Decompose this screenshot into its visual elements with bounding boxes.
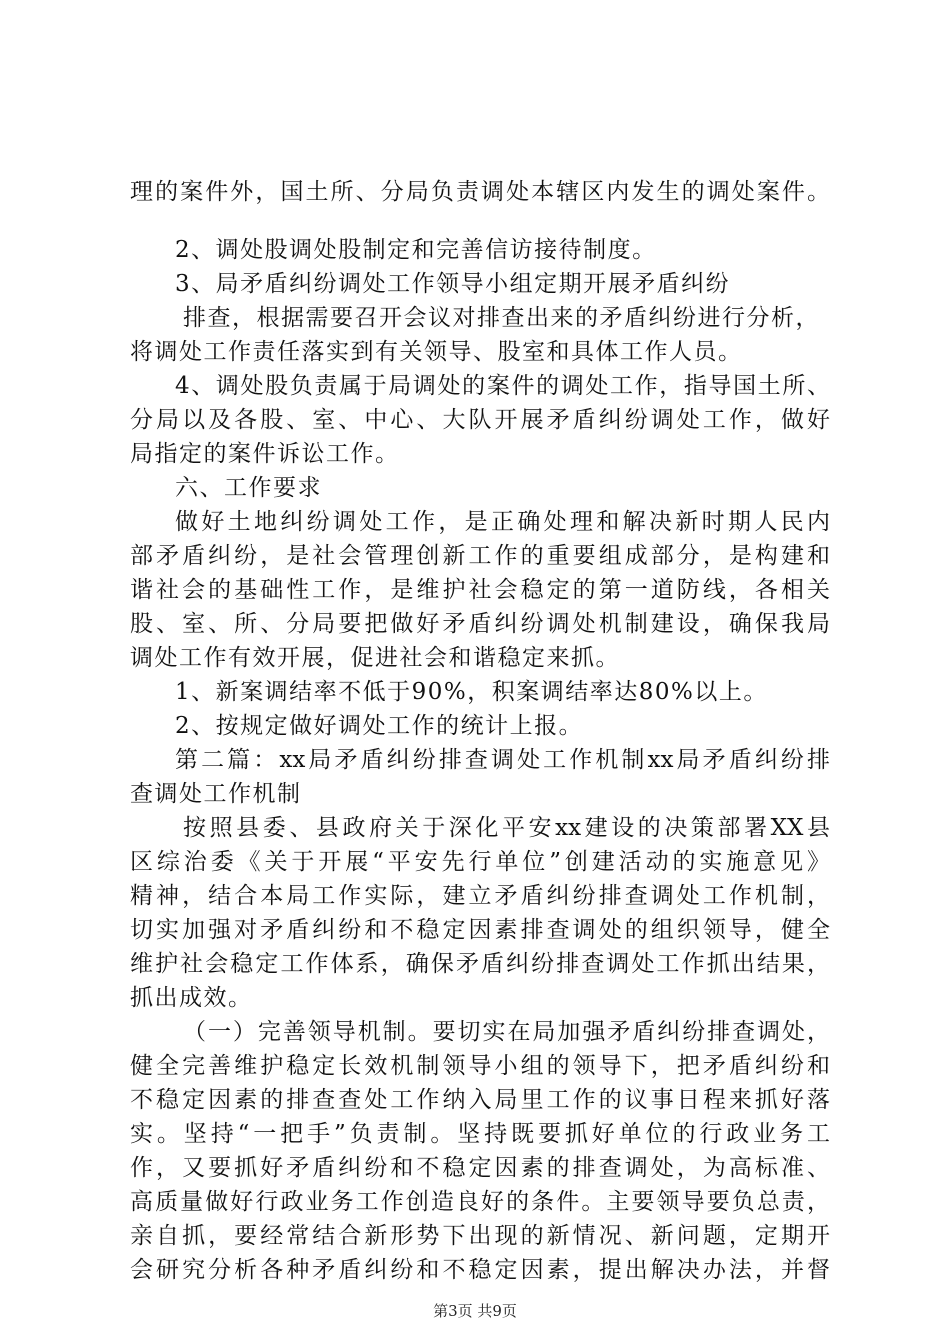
text-line: 健全完善维护稳定长效机制领导小组的领导下，把矛盾纠纷和: [130, 1053, 830, 1079]
text-line: 4、调处股负责属于局调处的案件的调处工作，指导国土所、: [175, 373, 830, 399]
text-line: 局指定的案件诉讼工作。: [130, 441, 400, 467]
text-line: 2、按规定做好调处工作的统计上报。: [175, 713, 584, 739]
page-number-footer: 第3页 共9页: [433, 1302, 517, 1320]
text-line: 作，又要抓好矛盾纠纷和不稳定因素的排查调处，为高标准、: [130, 1155, 830, 1181]
text-line: 股、室、所、分局要把做好矛盾纠纷调处机制建设，确保我局: [130, 611, 830, 637]
text-line: 亲自抓，要经常结合新形势下出现的新情况、新问题，定期开: [130, 1223, 830, 1249]
text-line: 将调处工作责任落实到有关领导、股室和具体工作人员。: [130, 339, 743, 365]
section-heading: 第二篇：xx局矛盾纠纷排查调处工作机制xx局矛盾纠纷排: [175, 747, 830, 773]
text-line: 排查，根据需要召开会议对排查出来的矛盾纠纷进行分析，: [183, 305, 820, 331]
text-line: 维护社会稳定工作体系，确保矛盾纠纷排查调处工作抓出结果，: [130, 951, 830, 977]
section-heading: 查调处工作机制: [130, 781, 302, 807]
text-line: 不稳定因素的排查查处工作纳入局里工作的议事日程来抓好落: [130, 1087, 830, 1113]
text-line: 理的案件外，国土所、分局负责调处本辖区内发生的调处案件。: [130, 179, 830, 205]
text-line: 3、局矛盾纠纷调处工作领导小组定期开展矛盾纠纷: [175, 271, 731, 297]
text-line: 实。坚持“一把手”负责制。坚持既要抓好单位的行政业务工: [130, 1121, 830, 1147]
text-line: 精神，结合本局工作实际，建立矛盾纠纷排查调处工作机制，: [130, 883, 830, 909]
text-line: 会研究分析各种矛盾纠纷和不稳定因素，提出解决办法，并督: [130, 1257, 830, 1283]
text-line: 分局以及各股、室、中心、大队开展矛盾纠纷调处工作，做好: [130, 407, 830, 433]
text-line: 抓出成效。: [130, 985, 253, 1011]
text-line: 切实加强对矛盾纠纷和不稳定因素排查调处的组织领导，健全: [130, 917, 830, 943]
text-line: 做好土地纠纷调处工作，是正确处理和解决新时期人民内: [175, 509, 830, 535]
text-line: 1、新案调结率不低于90%，积案调结率达80%以上。: [175, 679, 768, 705]
text-line: （一）完善领导机制。要切实在局加强矛盾纠纷排查调处，: [183, 1019, 830, 1045]
text-line: 按照县委、县政府关于深化平安xx建设的决策部署XX县: [183, 815, 830, 841]
text-line: 调处工作有效开展，促进社会和谐稳定来抓。: [130, 645, 620, 671]
text-line: 部矛盾纠纷，是社会管理创新工作的重要组成部分，是构建和: [130, 543, 830, 569]
text-line: 高质量做好行政业务工作创造良好的条件。主要领导要负总责，: [130, 1189, 830, 1215]
text-line: 区综治委《关于开展“平安先行单位”创建活动的实施意见》: [130, 849, 830, 875]
section-heading: 六、工作要求: [175, 475, 322, 501]
text-line: 2、调处股调处股制定和完善信访接待制度。: [175, 237, 657, 263]
text-line: 谐社会的基础性工作，是维护社会稳定的第一道防线，各相关: [130, 577, 830, 603]
